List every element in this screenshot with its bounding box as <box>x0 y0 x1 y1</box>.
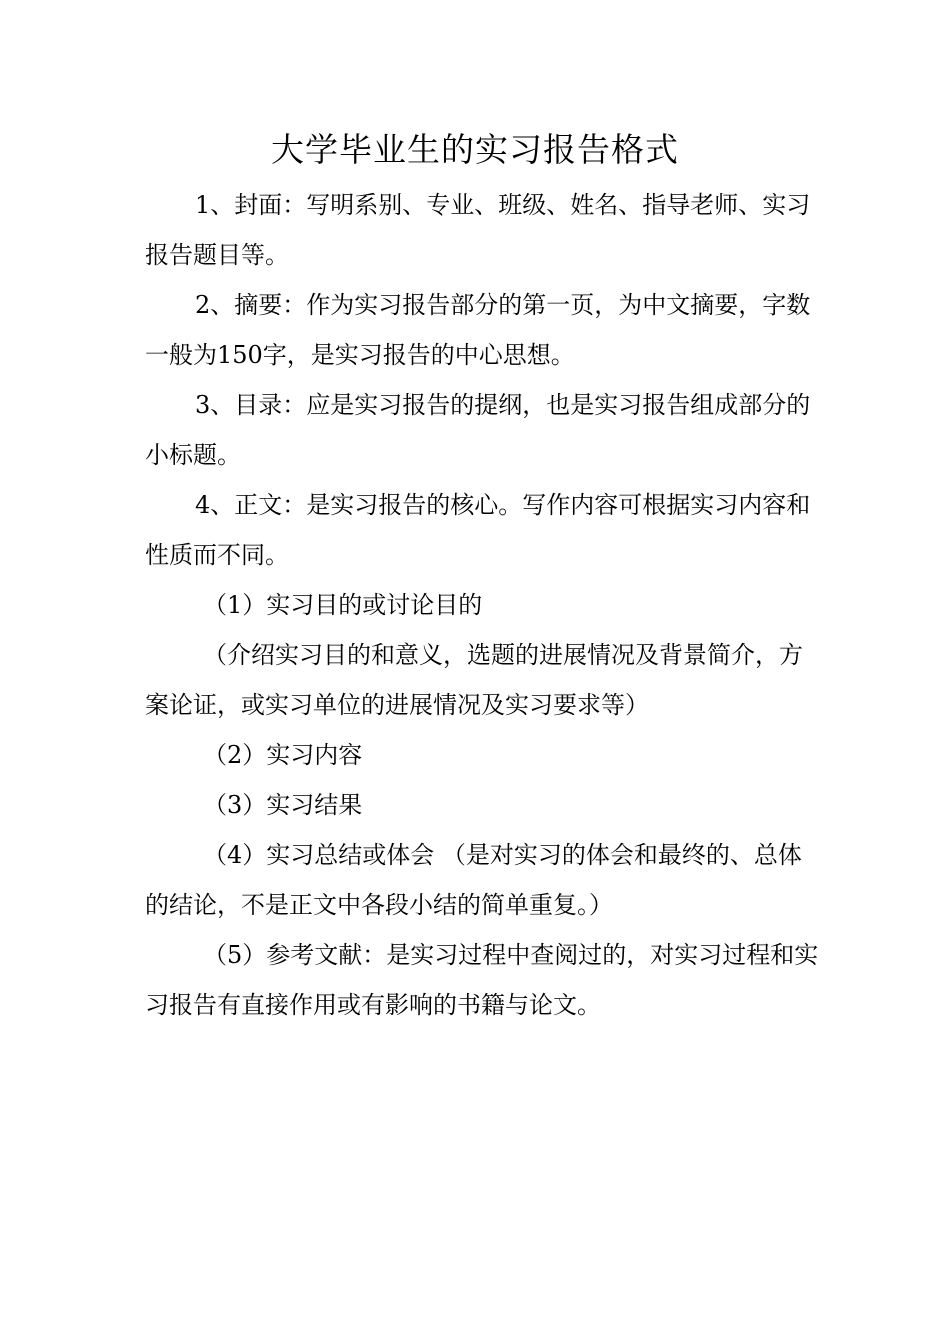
paragraph-toc: 3、目录：应是实习报告的提纲，也是实习报告组成部分的小标题。 <box>145 391 811 469</box>
paragraph-cover: 1、封面：写明系别、专业、班级、姓名、指导老师、实习报告题目等。 <box>145 191 811 269</box>
section-references: （5）参考文献：是实习过程中查阅过的，对实习过程和实习报告有直接作用或有影响的书籍与论文。 <box>145 941 819 1019</box>
paragraph-abstract: 2、摘要：作为实习报告部分的第一页，为中文摘要，字数一般为150字，是实习报告的中心思想。 <box>145 291 811 369</box>
section-content: （2）实习内容 <box>203 741 363 769</box>
section-results: （3）实习结果 <box>203 791 363 819</box>
document-title: 大学毕业生的实习报告格式 <box>271 130 679 169</box>
document-body <box>145 180 825 1030</box>
paragraph-main-text: 4、正文：是实习报告的核心。写作内容可根据实习内容和性质而不同。 <box>145 491 811 569</box>
section-purpose: （1）实习目的或讨论目的 <box>203 591 483 619</box>
section-summary: （4）实习总结或体会 （是对实习的体会和最终的、总体的结论，不是正文中各段小结的简单重复。） <box>145 841 802 919</box>
section-purpose-note: （介绍实习目的和意义，选题的进展情况及背景简介，方案论证，或实习单位的进展情况及实习要求等） <box>145 641 803 719</box>
